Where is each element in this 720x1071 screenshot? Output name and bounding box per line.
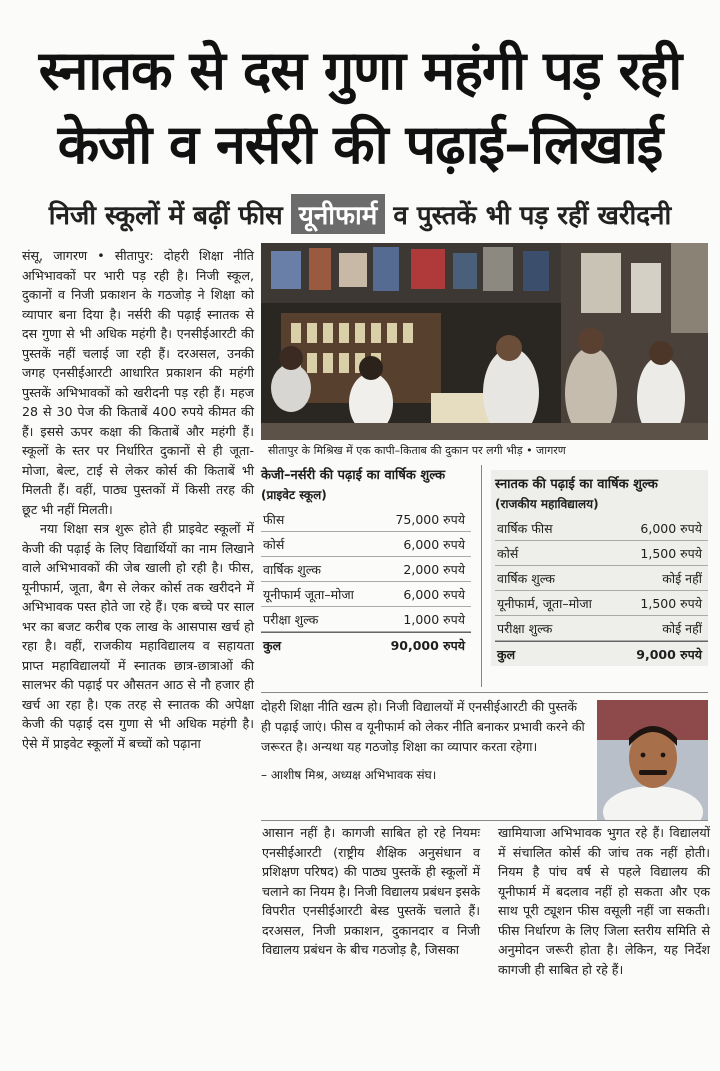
table-row [261,607,471,632]
quote-text: दोहरी शिक्षा नीति खत्म हो। निजी विद्यालयों में एनसीईआरटी की पुस्तकें ही पढ़ाई जाएं। फीस व यूनीफार्म को लेकर नीति बनाकर प्रभावी करने की जरूरत है। अन्यथा यह गठजोड़ शिक्षा का व्यापार करता रहेगा। [261,699,585,754]
subhead-highlight: यूनीफार्म [291,194,386,234]
kg-fee-table [261,467,471,657]
row-label: वार्षिक शुल्क [497,570,555,586]
row-value: 1,500 रुपये [640,545,702,561]
headline-line-1: स्नातक से दस गुणा महंगी पड़ रही [38,39,682,102]
grad-table-title: स्नातक की पढ़ाई का वार्षिक शुल्क [495,477,658,492]
total-value: 9,000 रुपये [636,646,702,662]
row-label: यूनीफार्म, जूता–मोजा [497,595,592,611]
row-value: 6,000 रुपये [640,520,702,536]
table-row [495,591,708,616]
subheadline [0,194,720,234]
row-label: फीस [263,511,285,527]
grad-table-subtitle: (राजकीय महाविद्यालय) [495,497,599,511]
table-row [261,582,471,607]
table-row [495,616,708,641]
table-row [495,566,708,591]
row-label: वार्षिक फीस [497,520,553,536]
row-label: वार्षिक शुल्क [263,561,321,577]
table-total-row [495,641,708,666]
row-value: 2,000 रुपये [403,561,465,577]
row-label: कोर्स [497,545,519,561]
row-value: 1,000 रुपये [403,611,465,627]
kg-table-subtitle: (प्राइवेट स्कूल) [261,488,327,502]
row-value: कोई नहीं [662,570,702,586]
row-label: यूनीफार्म जूता–मोजा [263,586,354,602]
table-divider [481,465,482,687]
total-label: कुल [263,637,282,653]
subhead-text-before: निजी स्कूलों में बढ़ीं फीस [48,201,283,231]
photo-caption: सीतापुर के मिश्रिख में एक कापी–किताब की दुकान पर लगी भीड़ • जागरण [268,444,566,457]
article-middle-column: आसान नहीं है। कागजी साबित हो रहे नियमः एनसीईआरटी (राष्ट्रीय शैक्षिक अनुसंधान व प्रशिक्षण परिषद) की पाठ्य पुस्तकें ही स्कूलों में चलाने का नियम है। निजी विद्यालय प्रबंधन इसके विपरीत एनसीईआरटी बेस्ड पुस्तकें चलाते हैं। दरअसल, निजी प्रकाशन, दुकानदार व निजी विद्यालय प्रबंधन के बीच गठजोड़ है, जिसका [262,825,480,957]
table-row [495,516,708,541]
row-label: परीक्षा शुल्क [497,620,553,636]
article-left-column [22,246,254,753]
row-value: 75,000 रुपये [395,511,465,527]
table-row [261,532,471,557]
total-label: कुल [497,646,516,662]
pull-quote [261,697,589,785]
total-value: 90,000 रुपये [390,637,465,653]
row-value: 6,000 रुपये [403,536,465,552]
headline-line-2: केजी व नर्सरी की पढ़ाई–लिखाई [57,113,663,176]
subhead-text-after: व पुस्तकें भी पड़ रहीं खरीदनी [393,201,672,231]
table-row [261,507,471,532]
quote-person-photo [597,700,708,820]
table-total-row [261,632,471,657]
article-paragraph-2: नया शिक्षा सत्र शुरू होते ही प्राइवेट स्कूलों में केजी की पढ़ाई के लिए विद्यार्थियों का नाम लिखाने वाले अभिभावकों की जेब खाली हो रही है। फीस, यूनीफार्म, जूता, बैग से लेकर कोर्स तक खरीदने में अभिभावक पस्त होते जा रहे हैं। एक बच्चे पर साल भर का बजट करीब एक लाख के आसपास खर्च हो रहा है। वहीं, राजकीय महाविद्यालय व सहायता प्राप्त महाविद्यालयों में स्नातक छात्र-छात्राओं की सालभर की पढ़ाई पर औसतन आठ से नौ हजार ही खर्च आ रहा है। एक तरह से स्नातक की अपेक्षा केजी की पढ़ाई दस गुणा से भी अधिक महंगी है। ऐसे में प्राइवेट स्कूलों में बच्चों को पढ़ाना [22,521,254,751]
bookshop-crowd-photo [261,243,708,440]
article-right-column: खामियाजा अभिभावक भुगत रहे हैं। विद्यालयों में संचालित कोर्स की जांच तक नहीं होती। नियम है पांच वर्ष से पहले विद्यालय की यूनीफार्म में बदलाव नहीं हो सकता और एक साथ पूरी ट्यूशन फीस वसूली नहीं जा सकती। फीस निर्धारण के लिए जिला स्तरीय समिति से अनुमोदन जरूरी होता है। लेकिन, यह निर्देश कागजी ही साबित हो रहे हैं। [498,825,710,977]
table-row [495,541,708,566]
article-paragraph-1: संसू, जागरण • सीतापुर: दोहरी शिक्षा नीति अभिभावकों पर भारी पड़ रही है। निजी स्कूल, दुकानों व निजी प्रकाशन के गठजोड़ ने शिक्षा को व्यापार बना दिया है। नर्सरी की पढ़ाई स्नातक से दस गुणा से भी अधिक महंगी है। एनसीईआरटी की पुस्तकें नहीं चलाई जा रही हैं। दरअसल, उनकी जगह एनसीईआरटी आधारित प्रकाशन की महंगी पुस्तकें अभिभावकों को खरीदनी पड़ रही हैं। महज 28 से 30 पेज की किताबें 400 रुपये कीमत की हैं। इससे ऊपर कक्षा की किताबें और महंगी हैं। स्कूलों के स्तर पर निर्धारित दुकानों से ही जूता-मोजा, बेल्ट, टाई से लेकर कोर्स की किताबें भी मिलती हैं। वहीं, पाठ्य पुस्तकों में किसी तरह की छूट भी नहीं मिलती। [22,248,254,517]
graduation-fee-table [491,470,708,666]
row-value: कोई नहीं [662,620,702,636]
kg-table-title: केजी–नर्सरी की पढ़ाई का वार्षिक शुल्क [261,468,446,483]
row-label: परीक्षा शुल्क [263,611,319,627]
row-value: 1,500 रुपये [640,595,702,611]
row-label: कोर्स [263,536,285,552]
section-divider [261,692,708,693]
table-row [261,557,471,582]
section-divider [261,820,708,821]
quote-signature: – आशीष मिश्र, अध्यक्ष अभिभावक संघ। [261,768,437,782]
row-value: 6,000 रुपये [403,586,465,602]
